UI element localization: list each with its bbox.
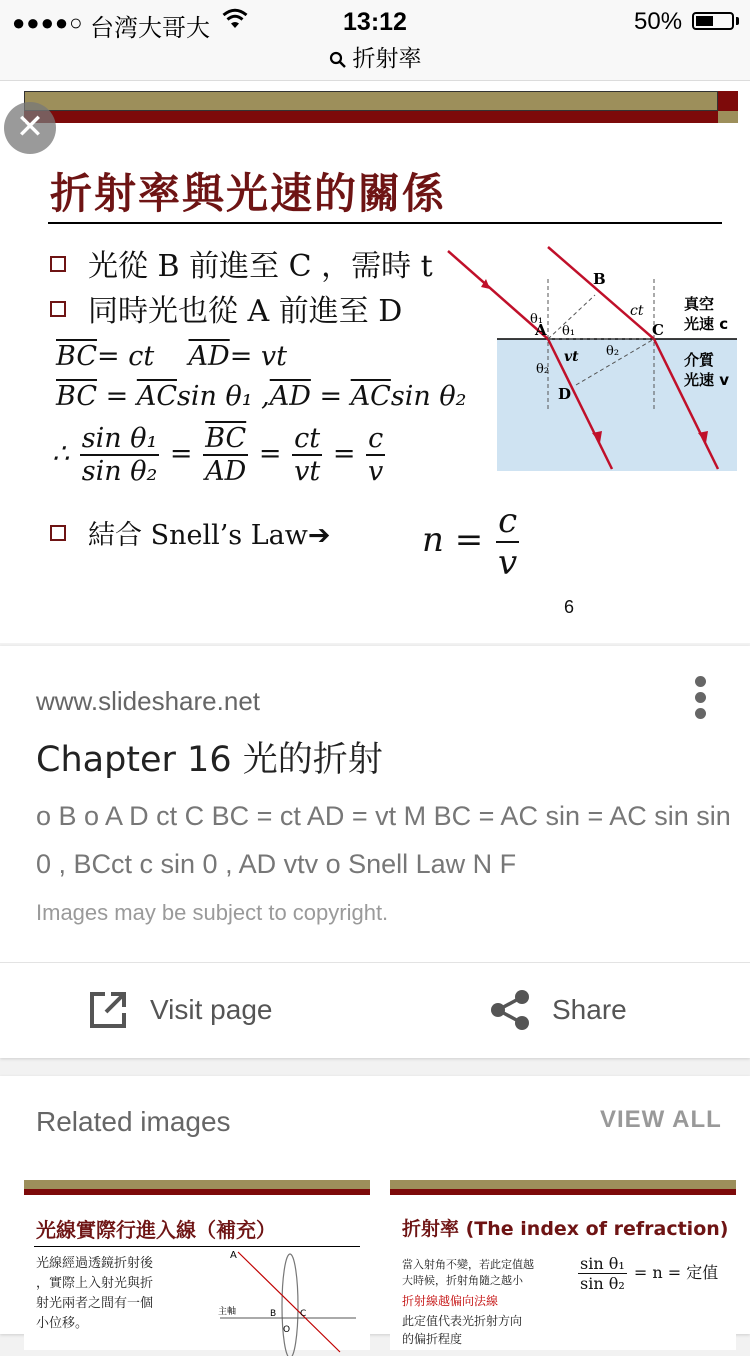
fraction xyxy=(80,423,160,487)
label-ct: ct xyxy=(630,303,644,319)
lens-label: B xyxy=(270,1309,277,1319)
slide-bullet xyxy=(50,241,433,285)
more-options-icon[interactable] xyxy=(688,676,712,724)
clock: 13:12 xyxy=(343,8,407,36)
thumb-line: 折射線越偏向法線 xyxy=(402,1294,499,1308)
fraction-denominator: vt xyxy=(294,456,321,487)
signal-strength: ●●●●○ xyxy=(12,10,84,35)
bullet-text: 同時光也從 A 前進至 D xyxy=(88,294,403,329)
share-icon xyxy=(490,989,530,1031)
label-theta1-b: θ₁ xyxy=(562,324,576,339)
related-thumbnail-2[interactable] xyxy=(390,1180,736,1350)
bullet-square-icon xyxy=(50,256,66,272)
eq-term: sin θ₁ , xyxy=(177,381,270,412)
source-domain[interactable]: www.slideshare.net xyxy=(36,686,260,716)
eq-term: $\overline{AD}$ xyxy=(269,381,311,412)
fraction-denominator: v xyxy=(368,456,384,487)
refraction-diagram xyxy=(430,239,740,479)
eq-term: = xyxy=(105,381,129,412)
eq-term: = xyxy=(319,381,343,412)
card-divider xyxy=(0,962,750,963)
label-b: B xyxy=(593,270,606,288)
result-card xyxy=(0,646,750,1058)
thumb-line: 的偏折程度 xyxy=(402,1332,463,1346)
fraction-numerator: c xyxy=(366,423,385,456)
fraction xyxy=(366,423,385,487)
fraction-denominator: AD xyxy=(205,456,247,487)
fraction xyxy=(203,423,248,487)
thumb-band xyxy=(390,1180,736,1189)
fraction-numerator: sin θ₁ xyxy=(580,1254,625,1273)
thumb-line: ，實際上入射光與折 xyxy=(36,1276,154,1291)
slide-band xyxy=(24,91,718,111)
eq-term: $\overline{AC}$ xyxy=(350,381,391,412)
related-images-title: Related images xyxy=(36,1106,231,1137)
lens-label: C xyxy=(300,1309,307,1319)
thumb-formula xyxy=(576,1254,718,1293)
eq-term: n = xyxy=(422,520,484,560)
copyright-notice: Images may be subject to copyright. xyxy=(36,900,389,925)
equation-line-2 xyxy=(56,381,466,412)
result-snippet: o B o A D ct C BC = ct AD = vt M BC = AC sin = AC sin sin 0 , BCct c sin 0 , AD vtv o Snell Law N F xyxy=(36,801,731,879)
equals-sign: = xyxy=(169,438,193,470)
slide-bullet xyxy=(50,286,402,330)
close-icon[interactable]: ✕ xyxy=(4,102,56,154)
lens-label: O xyxy=(283,1325,291,1335)
fraction-numerator: sin θ₁ xyxy=(81,423,158,454)
share-button[interactable] xyxy=(490,982,627,1038)
vacuum-speed-label: 光速 c xyxy=(684,315,729,333)
slide-page-number: 6 xyxy=(564,597,575,617)
search-query-bar[interactable] xyxy=(0,40,750,73)
eq-term: = vt xyxy=(229,341,288,372)
label-theta2-b: θ₂ xyxy=(606,344,620,359)
thumb-title: 光線實際行進入線（補充） xyxy=(36,1218,276,1242)
slide-title: 折射率與光速的關係 xyxy=(50,169,447,218)
vacuum-label: 真空 xyxy=(684,295,715,313)
bullet-square-icon xyxy=(50,301,66,317)
thumb-band xyxy=(24,1180,370,1189)
thumb-line: 當入射角不變，若此定值越 xyxy=(402,1258,534,1271)
label-theta2-a: θ₂ xyxy=(536,362,550,377)
eq-term: = ct xyxy=(97,341,155,372)
slide-bullet xyxy=(50,513,331,552)
thumb-band-dark xyxy=(390,1189,736,1195)
battery-tip xyxy=(736,17,739,25)
view-all-button[interactable]: VIEW ALL xyxy=(600,1106,722,1133)
equals-sign: = xyxy=(258,438,282,470)
eq-term: $\overline{BC}$ xyxy=(56,341,98,372)
fraction-denominator: sin θ₂ xyxy=(81,456,158,487)
search-icon xyxy=(329,51,347,69)
therefore-symbol: ∴ xyxy=(52,438,70,470)
eq-term: sin θ₂ xyxy=(390,381,467,412)
slide-band-dark xyxy=(24,111,738,123)
thumb-title: 折射率 (The index of refraction) xyxy=(402,1218,729,1240)
fraction xyxy=(292,423,322,487)
bullet-text: 光從 B 前進至 C ，需時 t xyxy=(88,249,433,284)
slide-image[interactable] xyxy=(0,81,750,643)
eq-term: $\overline{BC}$ xyxy=(56,381,98,412)
slide-band-corner xyxy=(718,91,738,111)
equation-ratio xyxy=(52,423,387,487)
fraction-numerator: $\overline{BC}$ xyxy=(203,423,248,456)
medium-speed-label: 光速 v xyxy=(684,371,730,389)
open-in-new-icon xyxy=(88,990,128,1030)
fraction xyxy=(578,1254,627,1293)
lens-diagram xyxy=(210,1246,360,1356)
carrier-name: 台湾大哥大 xyxy=(90,14,210,42)
visit-page-label: Visit page xyxy=(150,994,273,1025)
equals-sign: = xyxy=(332,438,356,470)
eq-term: $\overline{AC}$ xyxy=(136,381,177,412)
fraction-numerator: c xyxy=(496,501,519,543)
bullet-square-icon xyxy=(50,525,66,541)
status-bar xyxy=(0,0,750,81)
label-d: D xyxy=(558,385,572,403)
battery-fill xyxy=(696,16,713,26)
label-c: C xyxy=(652,321,664,339)
thumb-line: 此定值代表光折射方向 xyxy=(402,1314,523,1328)
related-thumbnail-1[interactable] xyxy=(24,1180,370,1350)
search-query: 折射率 xyxy=(352,46,422,72)
slide-band-corner-light xyxy=(718,111,738,123)
label-theta1-a: θ₁ xyxy=(530,312,544,327)
thumb-band-dark xyxy=(24,1189,370,1195)
fraction xyxy=(496,501,519,583)
share-label: Share xyxy=(552,994,627,1025)
thumb-line: 小位移。 xyxy=(36,1316,89,1331)
equation-line-1 xyxy=(56,341,287,372)
lens-label: A xyxy=(230,1250,237,1261)
visit-page-button[interactable] xyxy=(88,982,272,1038)
bullet-text: 結合 Snell’s Law➔ xyxy=(88,520,331,551)
formula-tail: = n = 定值 xyxy=(633,1263,719,1282)
eq-term: $\overline{AD}$ xyxy=(188,341,230,372)
snell-result xyxy=(422,501,521,583)
thumb-line: 射光兩者之間有一個 xyxy=(36,1296,154,1311)
medium-label: 介質 xyxy=(684,351,715,369)
slide-divider xyxy=(48,222,722,224)
fraction-numerator: ct xyxy=(292,423,322,456)
label-vt: vt xyxy=(564,349,579,365)
fraction-denominator: sin θ₂ xyxy=(580,1274,625,1293)
thumb-line: 大時候，折射角隨之越小 xyxy=(402,1274,523,1287)
battery-percentage: 50% xyxy=(634,8,683,35)
related-images-section xyxy=(0,1076,750,1346)
label-a: A xyxy=(535,321,547,339)
lens-label: 主軸 xyxy=(218,1307,237,1317)
result-title[interactable]: Chapter 16 光的折射 xyxy=(36,740,383,780)
thumb-line: 光線經過透鏡折射後 xyxy=(36,1256,154,1271)
fraction-denominator: v xyxy=(498,543,518,583)
battery-icon xyxy=(692,12,734,30)
